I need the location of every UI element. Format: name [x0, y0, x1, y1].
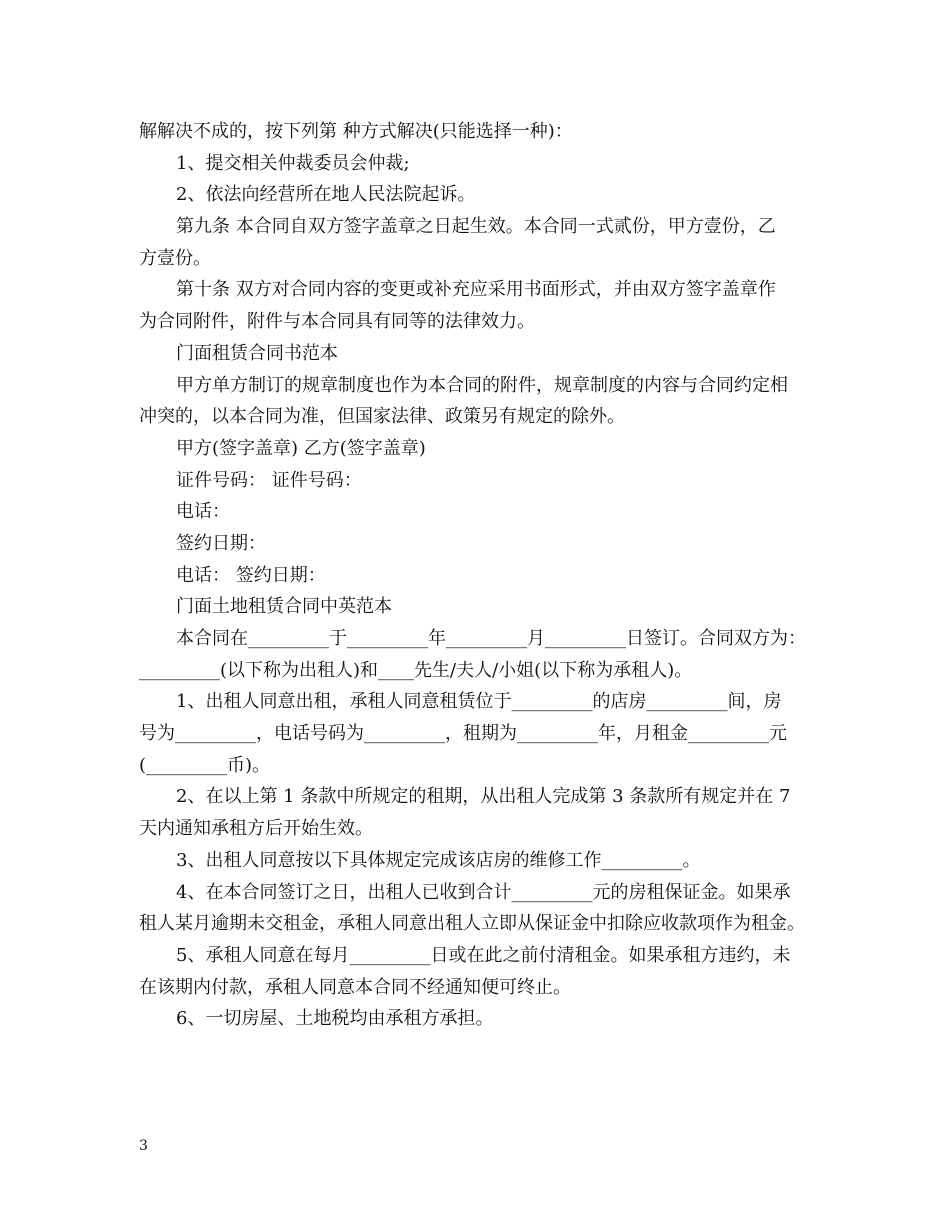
text-line: 解解决不成的，按下列第 种方式解决(只能选择一种)：: [139, 121, 573, 142]
phone-line: 电话：: [176, 501, 230, 523]
text-line: (_________币)。: [139, 754, 271, 776]
page-number: 3: [139, 1138, 148, 1154]
text-line: 在该期内付款，承租人同意本合同不经通知便可终止。: [139, 976, 571, 998]
text-line: 甲方单方制订的规章制度也作为本合同的附件，规章制度的内容与合同约定相: [176, 374, 788, 396]
signing-date-line: 签约日期：: [176, 532, 266, 554]
text-line: 1、出租人同意出租，承租人同意租赁位于_________的店房_________间，房: [176, 691, 782, 713]
section-heading: 门面土地租赁合同中英范本: [176, 596, 392, 618]
text-line: 2、在以上第 1 条款中所规定的租期，从出租人完成第 3 条款所有规定并在 7: [176, 786, 791, 808]
signature-line: 甲方(签字盖章) 乙方(签字盖章): [176, 437, 426, 459]
text-line: 6、一切房屋、土地税均由承租方承担。: [176, 1008, 494, 1030]
text-line: 3、出租人同意按以下具体规定完成该店房的维修工作_________。: [176, 849, 701, 871]
text-line: 1、提交相关仲裁委员会仲裁;: [176, 152, 410, 174]
section-heading: 门面租赁合同书范本: [176, 342, 338, 364]
text-line: 4、在本合同签订之日，出租人已收到合计_________元的房租保证金。如果承: [176, 881, 791, 903]
text-line: 方壹份。: [139, 247, 211, 269]
text-line: 本合同在_________于_________年_________月_________日签订。合同双方为：: [176, 628, 806, 649]
document-body: [139, 116, 829, 1035]
text-line: 租人某月逾期未交租金，承租人同意出租人立即从保证金中扣除应收款项作为租金。: [139, 913, 805, 935]
text-line: 2、依法向经营所在地人民法院起诉。: [176, 184, 476, 206]
text-line: 为合同附件，附件与本合同具有同等的法律效力。: [139, 311, 535, 333]
phone-date-line: 电话： 签约日期：: [176, 564, 326, 586]
text-line: _________(以下称为出租人)和____先生/夫人/小姐(以下称为承租人)。: [139, 659, 693, 681]
text-line: 号为_________，电话号码为_________，租期为_________年，月租金_________元: [139, 723, 787, 745]
text-line: 冲突的，以本合同为准，但国家法律、政策另有规定的除外。: [139, 406, 625, 428]
text-line: 第十条 双方对合同内容的变更或补充应采用书面形式，并由双方签字盖章作: [176, 279, 776, 301]
text-line: 5、承租人同意在每月_________日或在此之前付清租金。如果承租方违约，未: [176, 944, 791, 966]
text-line: 第九条 本合同自双方签字盖章之日起生效。本合同一式贰份，甲方壹份，乙: [176, 216, 776, 238]
id-number-line: 证件号码： 证件号码：: [176, 469, 362, 491]
text-line: 天内通知承租方后开始生效。: [139, 818, 373, 840]
